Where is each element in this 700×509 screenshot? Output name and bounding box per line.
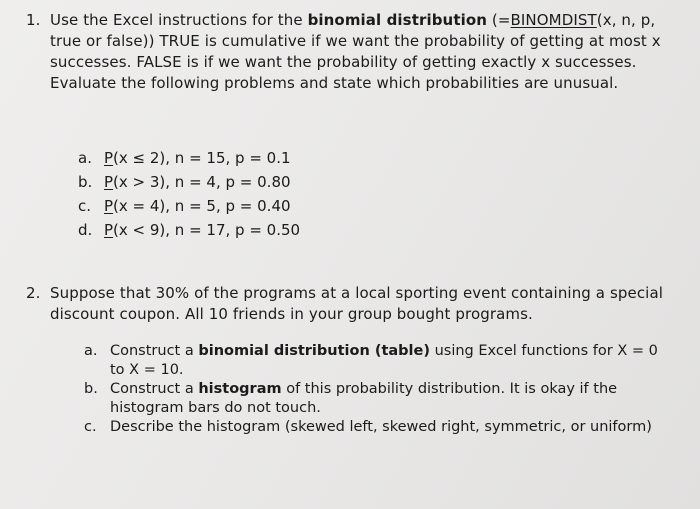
question-2-item-c [84, 418, 674, 437]
question-1-number: 1. [26, 11, 41, 29]
binomdist-function-name: BINOMDIST [510, 11, 597, 29]
question-1-intro-b: (= [487, 11, 511, 29]
question-2-item-a [84, 342, 674, 380]
item-letter: a. [78, 149, 92, 167]
item-letter: b. [78, 173, 93, 191]
item-text-pre: Construct a [110, 381, 199, 397]
item-expression-rest: (x ≤ 2), n = 15, p = 0.1 [113, 149, 291, 167]
question-1-intro-c: (x, n, p, true or false)) TRUE is cumulative if we want the probability of getting at most x successes. FALSE is if we want the probability of getting exactly x successes. Evaluate the following problems and state which probabilities are unusual. [50, 11, 661, 92]
probability-symbol: P [104, 173, 114, 191]
question-2 [26, 283, 676, 329]
item-letter: c. [78, 197, 92, 215]
item-expression-rest: (x < 9), n = 17, p = 0.50 [113, 221, 301, 239]
question-2-number: 2. [26, 284, 41, 302]
item-expression-rest: (x > 3), n = 4, p = 0.80 [113, 173, 291, 191]
item-text-bold: histogram [198, 381, 282, 397]
item-text [110, 380, 674, 418]
item-letter: c. [84, 419, 97, 435]
item-text-pre: Describe the histogram (skewed left, skewed right, symmetric, or uniform) [110, 419, 652, 435]
question-1-item-b [78, 170, 478, 194]
question-1-intro-a: Use the Excel instructions for the [50, 11, 308, 29]
item-letter: a. [84, 343, 98, 359]
question-1 [26, 10, 676, 120]
item-letter: d. [78, 221, 93, 239]
item-text-bold: binomial distribution (table) [198, 343, 430, 359]
item-letter: b. [84, 381, 98, 397]
question-2-items [84, 342, 674, 437]
item-text-post: of this probability distribution. It is okay if the histogram bars do not touch. [110, 381, 618, 416]
probability-symbol: P [104, 197, 114, 215]
question-1-item-a [78, 146, 478, 170]
question-1-intro-bold: binomial distribution [307, 11, 488, 29]
question-1-item-c [78, 194, 478, 218]
probability-symbol: P [104, 149, 114, 167]
item-text [110, 342, 674, 380]
item-expression [104, 194, 291, 218]
item-expression [104, 146, 291, 170]
item-text-pre: Construct a [110, 343, 199, 359]
question-2-text: Suppose that 30% of the programs at a local sporting event containing a special discount coupon. All 10 friends in your group bought programs. [50, 284, 663, 323]
item-expression [104, 218, 300, 242]
question-2-item-b [84, 380, 674, 418]
item-text-post: using Excel functions for X = 0 to X = 10. [110, 343, 658, 378]
item-text [110, 418, 674, 437]
item-expression [104, 170, 291, 194]
question-1-item-d [78, 218, 478, 242]
item-expression-rest: (x = 4), n = 5, p = 0.40 [113, 197, 291, 215]
probability-symbol: P [104, 221, 114, 239]
question-1-text [50, 10, 674, 94]
question-1-items [78, 146, 478, 242]
